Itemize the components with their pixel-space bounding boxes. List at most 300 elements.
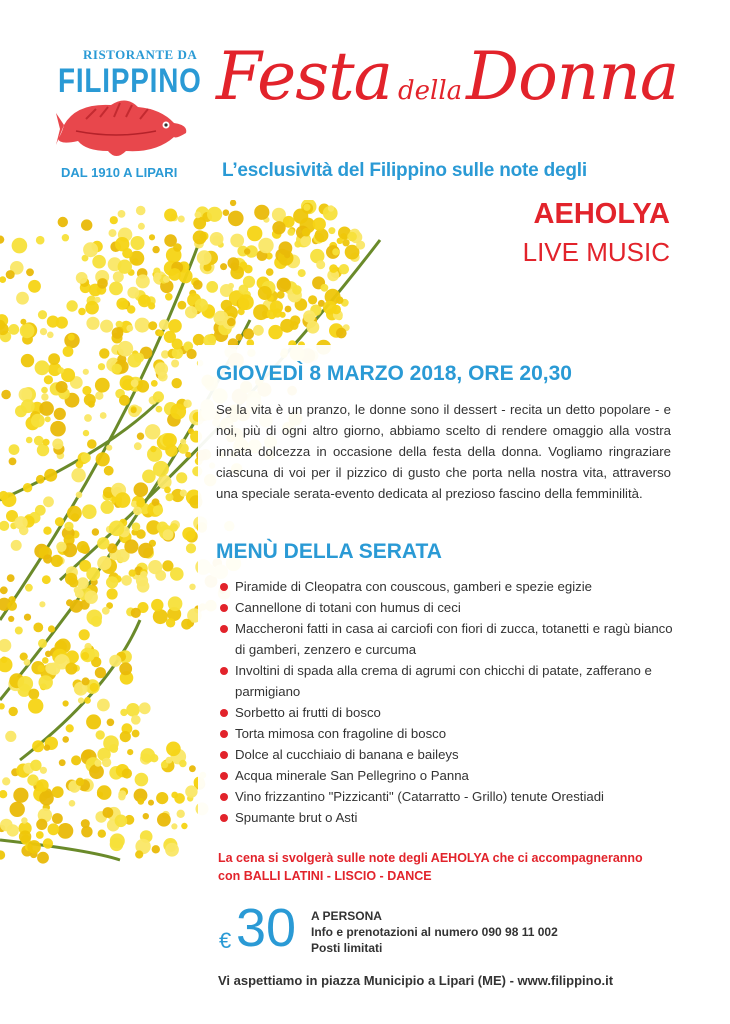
mimosa-flower — [315, 229, 329, 243]
mimosa-flower — [52, 439, 63, 450]
mimosa-flower — [48, 353, 60, 365]
mimosa-flower — [101, 501, 114, 514]
mimosa-flower — [277, 291, 285, 299]
mimosa-flower — [134, 353, 144, 363]
mimosa-flower — [166, 618, 175, 627]
mimosa-flower — [45, 416, 51, 422]
mimosa-flower — [89, 764, 104, 779]
mimosa-flower — [76, 461, 84, 469]
mimosa-flower — [137, 798, 144, 805]
mimosa-flower — [145, 424, 160, 439]
mimosa-flower — [65, 573, 77, 585]
mimosa-flower — [109, 282, 123, 296]
mimosa-flower — [2, 777, 10, 785]
mimosa-flower — [96, 730, 105, 739]
mimosa-flower — [230, 200, 236, 206]
mimosa-flower — [82, 386, 91, 395]
mimosa-flower — [6, 270, 15, 279]
mimosa-flower — [95, 392, 103, 400]
mimosa-flower — [64, 522, 73, 531]
mimosa-flower — [41, 393, 48, 400]
price-per-person: A PERSONA — [311, 909, 382, 923]
mimosa-flower — [18, 676, 34, 692]
mimosa-flower — [86, 317, 99, 330]
mimosa-flower — [106, 576, 118, 588]
mimosa-flower — [66, 724, 74, 732]
price-amount: 30 — [236, 898, 297, 958]
music-note-line-2: con BALLI LATINI - LISCIO - DANCE — [218, 869, 432, 883]
mimosa-flower — [181, 619, 192, 630]
mimosa-flower — [67, 506, 82, 521]
mimosa-flower — [41, 387, 48, 394]
mimosa-flower — [267, 309, 277, 319]
mimosa-flower — [272, 221, 285, 234]
music-note-line-1: La cena si svolgerà sulle note degli AEHOLYA che ci accompagneranno — [218, 851, 643, 865]
mimosa-flower — [135, 850, 143, 858]
mimosa-flower — [154, 272, 162, 280]
mimosa-flower — [48, 823, 60, 835]
mimosa-flower — [19, 388, 33, 402]
mimosa-flower — [244, 265, 253, 274]
mimosa-flower — [8, 616, 14, 622]
bullet-icon — [220, 667, 228, 675]
mimosa-flower — [85, 591, 98, 604]
mimosa-flower — [75, 589, 84, 598]
mimosa-flower — [8, 324, 19, 335]
band-name: AEHOLYA — [533, 198, 670, 230]
mimosa-flower — [83, 430, 89, 436]
mimosa-flower — [43, 527, 51, 535]
mimosa-flower — [107, 719, 115, 727]
mimosa-flower — [132, 522, 141, 531]
mimosa-flower — [21, 817, 27, 823]
mimosa-flower — [153, 505, 163, 515]
mimosa-flower — [7, 574, 15, 582]
mimosa-flower — [37, 444, 49, 456]
mimosa-flower — [0, 703, 5, 709]
mimosa-flower — [277, 278, 291, 292]
mimosa-flower — [68, 334, 75, 341]
event-date: GIOVEDÌ 8 MARZO 2018, ORE 20,30 — [216, 362, 572, 385]
mimosa-flower — [71, 468, 85, 482]
mimosa-flower — [86, 714, 101, 729]
mimosa-flower — [11, 540, 22, 551]
mimosa-flower — [195, 211, 202, 218]
mimosa-flower — [59, 759, 66, 766]
mimosa-flower — [100, 412, 107, 419]
mimosa-flower — [96, 452, 110, 466]
mimosa-flower — [253, 325, 264, 336]
mimosa-flower — [266, 268, 274, 276]
mimosa-flower — [280, 319, 294, 333]
mimosa-flower — [43, 496, 54, 507]
mimosa-flower — [166, 742, 181, 757]
mimosa-flower — [20, 319, 26, 325]
mimosa-flower — [10, 802, 25, 817]
mimosa-flower — [81, 453, 91, 463]
menu-title: MENÙ DELLA SERATA — [216, 540, 442, 563]
mimosa-flower — [77, 541, 89, 553]
mimosa-flower — [109, 229, 117, 237]
mimosa-flower — [129, 569, 136, 576]
mimosa-flower — [62, 736, 69, 743]
mimosa-flower — [228, 283, 234, 289]
mimosa-flower — [15, 627, 23, 635]
mimosa-flower — [12, 238, 28, 254]
mimosa-flower — [76, 272, 88, 284]
mimosa-flower — [253, 304, 269, 320]
mimosa-flower — [186, 543, 196, 553]
mimosa-flower — [178, 301, 187, 310]
mimosa-flower — [55, 517, 64, 526]
mimosa-flower — [106, 445, 112, 451]
mimosa-flower — [32, 740, 44, 752]
mimosa-flower — [43, 439, 50, 446]
menu-item: Cannellone di totani con humus di ceci — [220, 597, 680, 618]
mimosa-flower — [31, 414, 45, 428]
mimosa-flower — [153, 461, 169, 477]
mimosa-flower — [148, 321, 157, 330]
mimosa-flower — [43, 838, 53, 848]
mimosa-flower — [39, 675, 53, 689]
mimosa-flower — [43, 554, 52, 563]
mimosa-flower — [77, 577, 89, 589]
mimosa-flower — [140, 571, 147, 578]
mimosa-flower — [207, 207, 222, 222]
mimosa-flower — [150, 446, 156, 452]
mimosa-flower — [228, 257, 240, 269]
mimosa-flower — [104, 466, 114, 476]
mimosa-flower — [292, 285, 302, 295]
limited-seats: Posti limitati — [311, 941, 383, 955]
mimosa-flower — [120, 709, 127, 716]
mimosa-flower — [33, 623, 43, 633]
mimosa-flower — [157, 475, 171, 489]
mimosa-flower — [131, 379, 139, 387]
bullet-icon — [220, 814, 228, 822]
mimosa-flower — [134, 482, 149, 497]
mimosa-flower — [0, 850, 5, 859]
mimosa-flower — [336, 296, 344, 304]
mimosa-flower — [139, 702, 151, 714]
mimosa-flower — [165, 293, 173, 301]
mimosa-flower — [24, 659, 31, 666]
mimosa-flower — [170, 404, 186, 420]
mimosa-flower — [16, 292, 29, 305]
mimosa-flower — [63, 700, 69, 706]
mimosa-flower — [193, 280, 203, 290]
mimosa-flower — [135, 318, 150, 333]
title-word-donna: Donna — [466, 38, 679, 115]
price-info — [311, 908, 558, 956]
mimosa-flower — [127, 305, 135, 313]
mimosa-flower — [135, 773, 149, 787]
mimosa-flower — [87, 610, 103, 626]
mimosa-flower — [118, 790, 126, 798]
mimosa-flower — [244, 248, 250, 254]
mimosa-flower — [321, 284, 329, 292]
mimosa-flower — [131, 236, 145, 250]
mimosa-flower — [39, 791, 54, 806]
menu-item: Maccheroni fatti in casa ai carciofi con fiori di zucca, totanetti e ragù bianco di gamberi, zenzero e curcuma — [220, 618, 680, 660]
menu-item: Involtini di spada alla crema di agrumi con chicchi di patate, zafferano e parmigiano — [220, 660, 680, 702]
mimosa-flower — [92, 528, 99, 535]
mimosa-flower — [102, 758, 111, 767]
mimosa-flower — [298, 269, 306, 277]
bullet-icon — [220, 793, 228, 801]
mimosa-flower — [14, 516, 27, 529]
mimosa-flower — [65, 663, 77, 675]
mimosa-flower — [21, 354, 34, 367]
mimosa-flower — [195, 299, 208, 312]
mimosa-flower — [28, 280, 41, 293]
mimosa-flower — [19, 830, 31, 842]
mimosa-flower — [238, 308, 245, 315]
mimosa-flower — [342, 239, 349, 246]
mimosa-flower — [26, 268, 34, 276]
mimosa-flower — [84, 414, 92, 422]
mimosa-flower — [238, 294, 254, 310]
mimosa-flower — [172, 378, 182, 388]
mimosa-flower — [166, 493, 174, 501]
mimosa-flower — [62, 234, 69, 241]
mimosa-flower — [122, 248, 132, 258]
logo-name: FILIPPINO — [58, 62, 202, 100]
mimosa-flower — [100, 320, 113, 333]
mimosa-flower — [187, 349, 197, 359]
mimosa-flower — [50, 421, 66, 437]
menu-item: Torta mimosa con fragoline di bosco — [220, 723, 680, 744]
mimosa-flower — [185, 785, 197, 797]
mimosa-flower — [126, 325, 133, 332]
mimosa-flower — [107, 588, 118, 599]
mimosa-flower — [0, 586, 8, 594]
mimosa-flower — [153, 609, 168, 624]
mimosa-flower — [173, 243, 182, 252]
mimosa-flower — [303, 204, 310, 211]
mimosa-flower — [25, 584, 33, 592]
mimosa-flower — [82, 504, 97, 519]
mimosa-flower — [118, 341, 134, 357]
mimosa-flower — [102, 607, 110, 615]
mimosa-flower — [332, 248, 339, 255]
mimosa-flower — [36, 819, 47, 830]
mimosa-flower — [83, 369, 89, 375]
mimosa-flower — [177, 810, 185, 818]
mimosa-flower — [279, 241, 293, 255]
mimosa-flower — [302, 228, 311, 237]
mimosa-flower — [119, 662, 132, 675]
mimosa-flower — [36, 236, 45, 245]
music-note — [218, 849, 643, 885]
mimosa-flower — [316, 260, 325, 269]
mimosa-flower — [1, 390, 11, 400]
mimosa-flower — [176, 472, 187, 483]
bullet-icon — [220, 604, 228, 612]
mimosa-flower — [110, 833, 125, 848]
mimosa-flower — [258, 238, 273, 253]
mimosa-flower — [78, 308, 86, 316]
mimosa-flower — [285, 306, 292, 313]
mimosa-flower — [164, 209, 177, 222]
mimosa-flower — [247, 226, 262, 241]
mimosa-flower — [39, 601, 45, 607]
mimosa-flower — [166, 757, 173, 764]
mimosa-flower — [69, 800, 76, 807]
mimosa-flower — [189, 765, 196, 772]
mimosa-flower — [136, 206, 146, 216]
mimosa-flower — [76, 778, 84, 786]
event-title — [216, 38, 678, 148]
footer-address: Vi aspettiamo in piazza Municipio a Lipari (ME) - www.filippino.it — [218, 973, 614, 988]
mimosa-flower — [149, 234, 155, 240]
mimosa-flower — [63, 346, 74, 357]
mimosa-flower — [83, 242, 98, 257]
mimosa-flower — [115, 492, 131, 508]
mimosa-flower — [308, 295, 317, 304]
mimosa-flower — [103, 807, 114, 818]
mimosa-flower — [9, 707, 18, 716]
mimosa-flower — [38, 310, 47, 319]
mimosa-flower — [86, 567, 100, 581]
subtitle: L’esclusività del Filippino sulle note degli — [222, 160, 587, 181]
mimosa-flower — [82, 677, 90, 685]
menu-item: Vino frizzantino "Pizzicanti" (Catarratto - Grillo) tenute Orestiadi — [220, 786, 680, 807]
mimosa-flower — [27, 840, 41, 854]
mimosa-flower — [36, 831, 44, 839]
mimosa-flower — [168, 319, 182, 333]
mimosa-flower — [193, 334, 205, 346]
mimosa-flower — [227, 318, 236, 327]
menu-item: Spumante brut o Asti — [220, 807, 680, 828]
mimosa-flower — [85, 301, 99, 315]
mimosa-flower — [78, 697, 84, 703]
mimosa-flower — [230, 234, 244, 248]
mimosa-flower — [138, 223, 145, 230]
mimosa-flower — [109, 655, 121, 667]
mimosa-flower — [0, 639, 11, 652]
mimosa-flower — [126, 703, 140, 717]
mimosa-flower — [131, 608, 141, 618]
mimosa-flower — [94, 760, 101, 767]
mimosa-flower — [323, 301, 337, 315]
mimosa-flower — [9, 444, 20, 455]
intro-paragraph: Se la vita è un pranzo, le donne sono il dessert - recita un detto popolare - e noi, più di ogni altro giorno, abbiamo scelto di rendere omaggio alla vostra innata dolcezza in occasione della festa della donna. Vogliamo ringraziare ciascuna di voi per il pizzico di gusto che porta nella nostra vita, attraverso una speciale serata-evento dedicata al prezioso fascino della femminilità. — [216, 402, 671, 501]
mimosa-flower — [159, 319, 170, 330]
mimosa-flower — [347, 232, 357, 242]
mimosa-flower — [87, 439, 97, 449]
mimosa-flower — [136, 529, 146, 539]
mimosa-flower — [81, 826, 92, 837]
mimosa-flower — [9, 458, 17, 466]
mimosa-flower — [132, 730, 140, 738]
mimosa-flower — [164, 487, 171, 494]
mimosa-flower — [178, 216, 185, 223]
mimosa-flower — [165, 843, 179, 857]
mimosa-flower — [223, 209, 230, 216]
mimosa-flower — [254, 205, 269, 220]
mimosa-flower — [156, 792, 168, 804]
mimosa-flower — [148, 302, 155, 309]
mimosa-flower — [170, 523, 179, 532]
mimosa-flower — [88, 401, 95, 408]
mimosa-flower — [58, 823, 74, 839]
mimosa-flower — [97, 537, 109, 549]
mimosa-flower — [170, 567, 184, 581]
mimosa-flower — [197, 250, 212, 265]
mimosa-flower — [98, 830, 106, 838]
mimosa-flower — [0, 657, 13, 672]
title-word-della: della — [397, 76, 463, 106]
mimosa-flower — [13, 788, 28, 803]
mimosa-flower — [214, 311, 229, 326]
mimosa-flower — [138, 543, 153, 558]
mimosa-flower — [0, 521, 9, 531]
mimosa-flower — [152, 845, 160, 853]
mimosa-flower — [0, 236, 4, 244]
mimosa-flower — [28, 698, 43, 713]
mimosa-flower — [206, 281, 218, 293]
mimosa-flower — [356, 241, 365, 250]
mimosa-flower — [171, 360, 179, 368]
mimosa-flower — [110, 216, 118, 224]
menu-item: Piramide di Cleopatra con couscous, gamberi e spezie egizie — [220, 576, 680, 597]
mimosa-flower — [180, 490, 187, 497]
mimosa-flower — [20, 323, 35, 338]
mimosa-flower — [119, 395, 130, 406]
mimosa-flower — [84, 697, 91, 704]
title-word-festa: Festa — [216, 38, 392, 115]
mimosa-flower — [28, 689, 39, 700]
mimosa-flower — [193, 230, 207, 244]
menu-item: Sorbetto ai frutti di bosco — [220, 702, 680, 723]
mimosa-flower — [47, 316, 59, 328]
mimosa-flower — [81, 219, 92, 230]
mimosa-flower — [131, 407, 137, 413]
mimosa-flower — [39, 401, 54, 416]
mimosa-flower — [40, 767, 47, 774]
mimosa-flower — [112, 327, 124, 339]
mimosa-flower — [120, 731, 131, 742]
mimosa-flower — [92, 255, 106, 269]
mimosa-flower — [95, 378, 110, 393]
mimosa-flower — [99, 348, 109, 358]
mimosa-flower — [103, 735, 119, 751]
mimosa-flower — [168, 596, 183, 611]
mimosa-flower — [143, 813, 149, 819]
mimosa-flower — [58, 217, 68, 227]
mimosa-flower — [23, 483, 32, 492]
mimosa-flower — [148, 560, 162, 574]
mimosa-flower — [115, 815, 128, 828]
mimosa-flower — [179, 760, 186, 767]
mimosa-flower — [131, 715, 141, 725]
mimosa-flower — [151, 599, 163, 611]
mimosa-flower — [90, 683, 99, 692]
mimosa-flower — [134, 442, 142, 450]
mimosa-flower — [150, 754, 158, 762]
mimosa-flower — [52, 813, 63, 824]
mimosa-flower — [81, 652, 89, 660]
mimosa-flower — [163, 276, 170, 283]
menu-item: Dolce al cucchiaio di banana e baileys — [220, 744, 680, 765]
mimosa-flower — [303, 310, 315, 322]
mimosa-flower — [210, 232, 224, 246]
mimosa-flower — [56, 381, 68, 393]
mimosa-flower — [313, 218, 326, 231]
logo-tagline-bottom: DAL 1910 A LIPARI — [61, 165, 178, 180]
bullet-icon — [220, 730, 228, 738]
